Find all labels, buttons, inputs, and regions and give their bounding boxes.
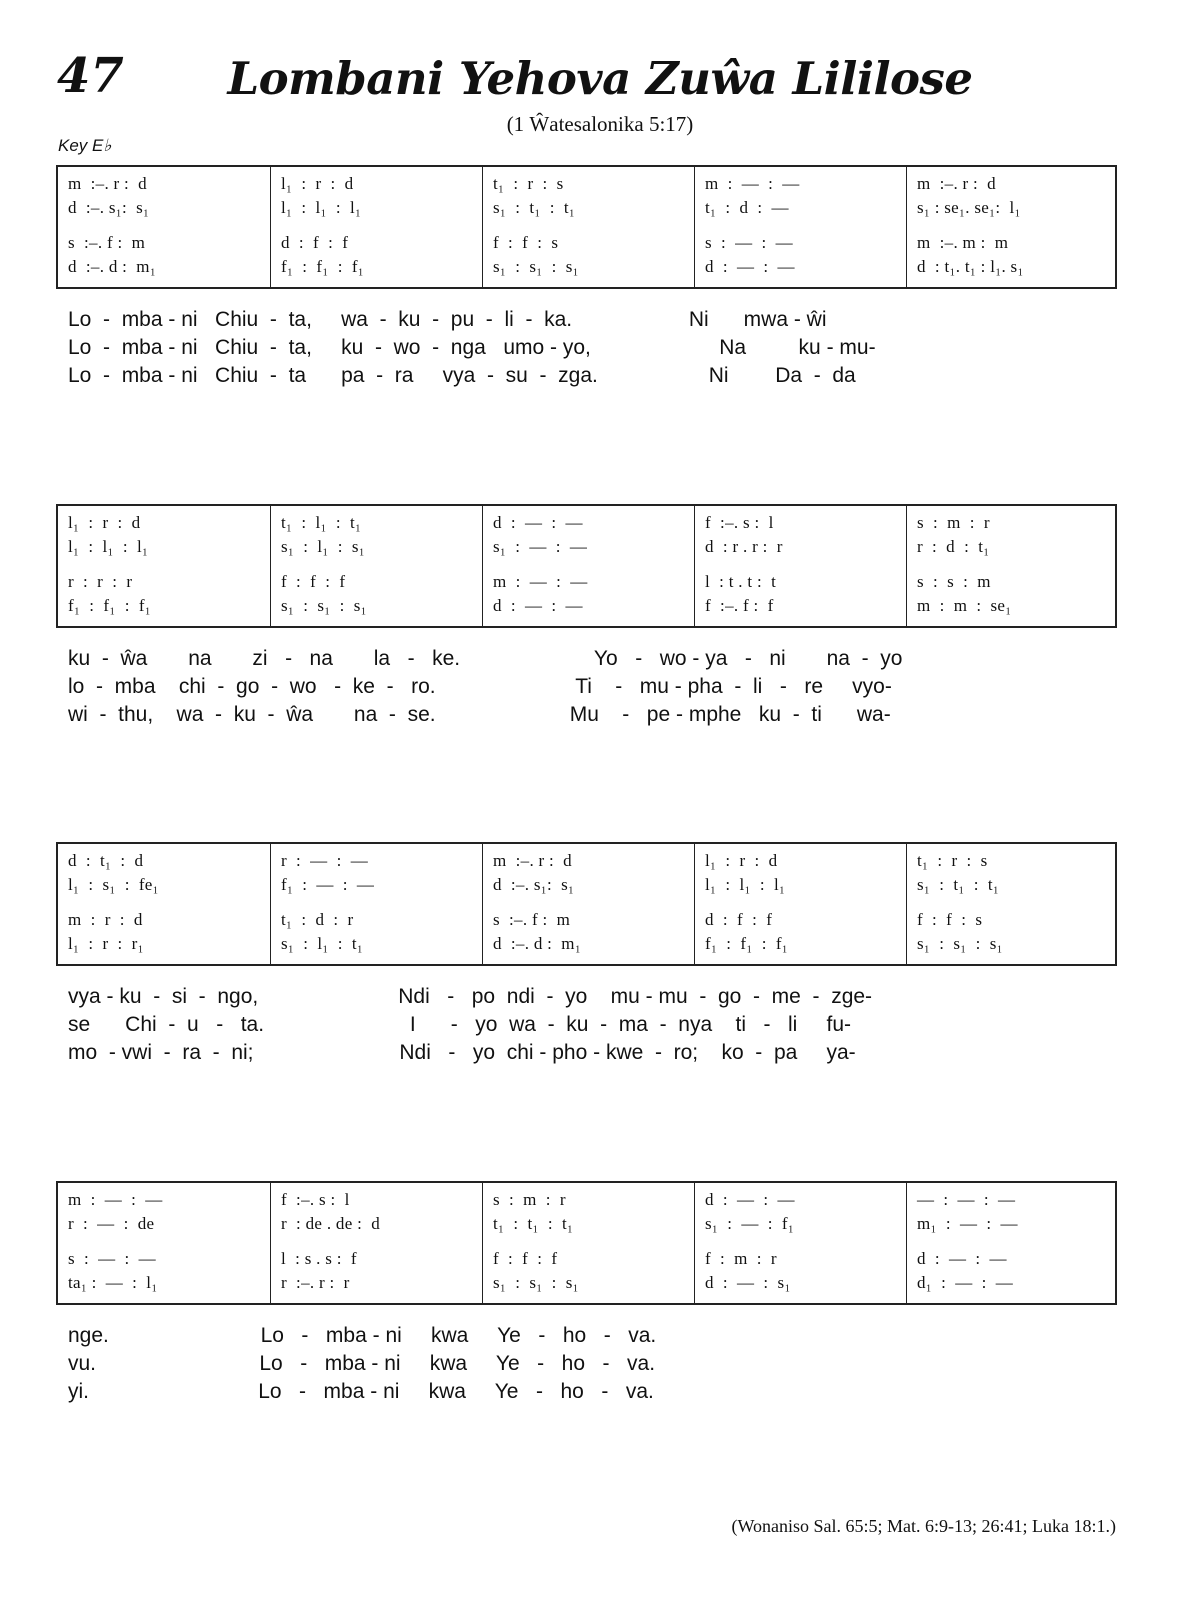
voice-part-notes: m :–. m : m: [917, 233, 1009, 252]
voice-part-notes: f : f : f: [493, 1249, 558, 1268]
measure: [270, 844, 482, 964]
measure: [694, 1183, 906, 1303]
voice-part-notes: ta₁ : — : l₁: [68, 1273, 158, 1292]
voice-part-notes: t₁ : t₁ : t₁: [493, 1214, 574, 1233]
voice-part-notes: s :–. f : m: [68, 233, 146, 252]
song-title: Lombani Yehova Zuŵa Lililose: [227, 52, 973, 105]
measure: [906, 1183, 1118, 1303]
voice-part-notes: d : f : f: [705, 910, 773, 929]
voice-part-notes: l₁ : r : d: [705, 851, 778, 870]
lyric-line: wi - thu, wa - ku - ŵa na - se. Mu - pe - mphe ku - ti wa-: [68, 703, 891, 726]
voice-part-notes: m : m : se₁: [917, 596, 1012, 615]
voice-part-notes: r : — : —: [281, 851, 369, 870]
voice-part-notes: f :–. f : f: [705, 596, 774, 615]
measure: [270, 506, 482, 626]
voice-part-notes: s : — : —: [68, 1249, 156, 1268]
voice-part-notes: d : — : —: [917, 1249, 1007, 1268]
measure: [694, 506, 906, 626]
lyric-line: se Chi - u - ta. I - yo wa - ku - ma - nya ti - li fu-: [68, 1013, 851, 1036]
measure: [482, 506, 694, 626]
lyric-line: Lo - mba - ni Chiu - ta, wa - ku - pu - li - ka. Ni mwa - ŵi: [68, 308, 827, 331]
lyric-line: mo - vwi - ra - ni; Ndi - yo chi - pho - kwe - ro; ko - pa ya-: [68, 1041, 856, 1064]
key-signature: Key E♭: [58, 136, 112, 155]
lyric-line: vya - ku - si - ngo, Ndi - po ndi - yo mu - mu - go - me - zge-: [68, 985, 873, 1008]
voice-part-notes: t₁ : l₁ : t₁: [281, 513, 362, 532]
voice-part-notes: t₁ : r : s: [493, 174, 564, 193]
voice-part-notes: d :–. d : m₁: [493, 934, 582, 953]
lyric-line: ku - ŵa na zi - na la - ke. Yo - wo - ya - ni na - yo: [68, 647, 903, 670]
voice-part-notes: d : — : —: [493, 596, 583, 615]
voice-part-notes: f : f : s: [493, 233, 559, 252]
voice-part-notes: s : s : m: [917, 572, 991, 591]
measure: [906, 167, 1118, 287]
voice-part-notes: l₁ : r : d: [281, 174, 354, 193]
voice-part-notes: t₁ : d : r: [281, 910, 354, 929]
voice-part-notes: d₁ : — : —: [917, 1273, 1014, 1292]
sol-fa-staff: [56, 504, 1117, 628]
measure: [482, 1183, 694, 1303]
voice-part-notes: s₁ : — : —: [493, 537, 588, 556]
voice-part-notes: m : — : —: [705, 174, 800, 193]
voice-part-notes: d : t₁ : d: [68, 851, 144, 870]
voice-part-notes: d :–. d : m₁: [68, 257, 157, 276]
voice-part-notes: f : f : f: [281, 572, 346, 591]
measure: [58, 167, 270, 287]
voice-part-notes: s₁ : s₁ : s₁: [493, 1273, 579, 1292]
voice-part-notes: f : m : r: [705, 1249, 777, 1268]
sol-fa-staff: [56, 842, 1117, 966]
measure: [694, 167, 906, 287]
voice-part-notes: s₁ : l₁ : t₁: [281, 934, 364, 953]
voice-part-notes: l₁ : r : r₁: [68, 934, 144, 953]
voice-part-notes: r : r : r: [68, 572, 133, 591]
voice-part-notes: f₁ : f₁ : f₁: [705, 934, 789, 953]
voice-part-notes: m₁ : — : —: [917, 1214, 1018, 1233]
voice-part-notes: d : — : —: [493, 513, 583, 532]
sol-fa-staff: [56, 1181, 1117, 1305]
voice-part-notes: r :–. r : r: [281, 1273, 350, 1292]
lyric-line: nge. Lo - mba - ni kwa Ye - ho - va.: [68, 1324, 657, 1347]
measure: [694, 844, 906, 964]
sol-fa-staff: [56, 165, 1117, 289]
voice-part-notes: f₁ : f₁ : f₁: [68, 596, 152, 615]
voice-part-notes: m :–. r : d: [68, 174, 147, 193]
voice-part-notes: r : de . de : d: [281, 1214, 381, 1233]
voice-part-notes: s₁ : s₁ : s₁: [917, 934, 1003, 953]
voice-part-notes: f :–. s : l: [705, 513, 774, 532]
voice-part-notes: l₁ : l₁ : l₁: [68, 537, 149, 556]
voice-part-notes: f₁ : f₁ : f₁: [281, 257, 365, 276]
footer-references: (Wonaniso Sal. 65:5; Mat. 6:9-13; 26:41; Luka 18:1.): [731, 1516, 1116, 1536]
lyric-line: yi. Lo - mba - ni kwa Ye - ho - va.: [68, 1380, 654, 1403]
voice-part-notes: l : t . t : t: [705, 572, 777, 591]
voice-part-notes: l₁ : l₁ : l₁: [281, 198, 362, 217]
lyric-line: Lo - mba - ni Chiu - ta pa - ra vya - su - zga. Ni Da - da: [68, 364, 856, 387]
voice-part-notes: r : d : t₁: [917, 537, 990, 556]
voice-part-notes: d : — : —: [705, 1190, 795, 1209]
voice-part-notes: t₁ : r : s: [917, 851, 988, 870]
voice-part-notes: d : — : s₁: [705, 1273, 791, 1292]
measure: [482, 844, 694, 964]
lyric-line: lo - mba chi - go - wo - ke - ro. Ti - mu - pha - li - re vyo-: [68, 675, 892, 698]
voice-part-notes: — : — : —: [917, 1190, 1016, 1209]
voice-part-notes: m : r : d: [68, 910, 143, 929]
measure: [906, 844, 1118, 964]
voice-part-notes: m :–. r : d: [917, 174, 996, 193]
measure: [58, 506, 270, 626]
voice-part-notes: m : — : —: [68, 1190, 163, 1209]
voice-part-notes: d :–. s₁: s₁: [493, 875, 575, 894]
voice-part-notes: l₁ : s₁ : fe₁: [68, 875, 159, 894]
voice-part-notes: f :–. s : l: [281, 1190, 350, 1209]
voice-part-notes: d : — : —: [705, 257, 795, 276]
lyric-line: Lo - mba - ni Chiu - ta, ku - wo - nga umo - yo, Na ku - mu-: [68, 336, 876, 359]
voice-part-notes: s₁ : — : f₁: [705, 1214, 795, 1233]
voice-part-notes: d : f : f: [281, 233, 349, 252]
scripture-reference: (1 Ŵatesalonika 5:17): [506, 112, 694, 136]
measure: [270, 1183, 482, 1303]
voice-part-notes: f₁ : — : —: [281, 875, 375, 894]
voice-part-notes: s₁ : l₁ : s₁: [281, 537, 365, 556]
voice-part-notes: d : t₁. t₁ : l₁. s₁: [917, 257, 1024, 276]
song-number: 47: [57, 48, 124, 104]
voice-part-notes: m : — : —: [493, 572, 588, 591]
voice-part-notes: s : — : —: [705, 233, 793, 252]
voice-part-notes: t₁ : d : —: [705, 198, 789, 217]
voice-part-notes: m :–. r : d: [493, 851, 572, 870]
voice-part-notes: s : m : r: [917, 513, 990, 532]
voice-part-notes: s : m : r: [493, 1190, 566, 1209]
voice-part-notes: s₁ : t₁ : t₁: [493, 198, 576, 217]
measure: [58, 1183, 270, 1303]
voice-part-notes: s :–. f : m: [493, 910, 571, 929]
voice-part-notes: s₁ : se₁. se₁: l₁: [917, 198, 1021, 217]
voice-part-notes: l₁ : l₁ : l₁: [705, 875, 786, 894]
voice-part-notes: l : s . s : f: [281, 1249, 357, 1268]
measure: [482, 167, 694, 287]
voice-part-notes: l₁ : r : d: [68, 513, 141, 532]
voice-part-notes: s₁ : s₁ : s₁: [281, 596, 367, 615]
measure: [906, 506, 1118, 626]
voice-part-notes: d : r . r : r: [705, 537, 783, 556]
voice-part-notes: r : — : de: [68, 1214, 155, 1233]
voice-part-notes: s₁ : s₁ : s₁: [493, 257, 579, 276]
lyric-line: vu. Lo - mba - ni kwa Ye - ho - va.: [68, 1352, 656, 1375]
measure: [58, 844, 270, 964]
voice-part-notes: d :–. s₁: s₁: [68, 198, 150, 217]
measure: [270, 167, 482, 287]
voice-part-notes: f : f : s: [917, 910, 983, 929]
voice-part-notes: s₁ : t₁ : t₁: [917, 875, 1000, 894]
